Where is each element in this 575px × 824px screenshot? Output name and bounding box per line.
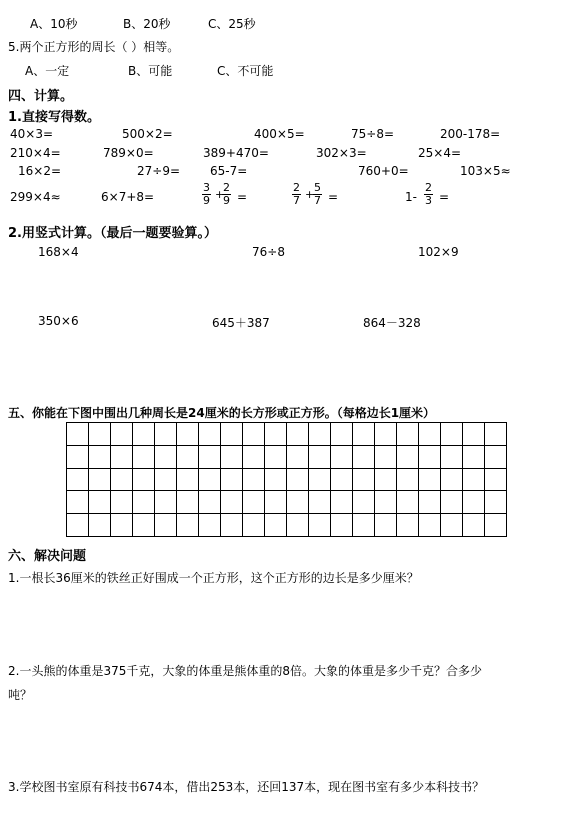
grid-cell	[199, 445, 221, 468]
grid-cell	[331, 445, 353, 468]
grid-cell	[133, 491, 155, 514]
fraction-5-7	[313, 182, 322, 207]
grid-cell	[221, 468, 243, 491]
grid-cell	[155, 423, 177, 446]
grid-cell	[221, 514, 243, 537]
grid-cell	[243, 491, 265, 514]
grid-cell	[331, 514, 353, 537]
grid-cell	[265, 514, 287, 537]
grid-cell	[309, 423, 331, 446]
fraction-2-3	[424, 182, 433, 207]
grid-cell	[309, 491, 331, 514]
vertical-calc-2: 76÷8	[252, 245, 285, 259]
grid-cell	[243, 445, 265, 468]
vertical-calc-3: 102×9	[418, 245, 459, 259]
calc-r1-c2: 500×2=	[122, 127, 173, 141]
fraction-numerator: 3	[203, 181, 210, 194]
q4-option-a: A、10秒	[30, 17, 78, 31]
equals-sign: =	[439, 190, 450, 204]
grid-row	[67, 468, 507, 491]
plus-sign: +	[305, 188, 315, 201]
grid-cell	[265, 445, 287, 468]
grid-cell	[375, 491, 397, 514]
grid-cell	[353, 423, 375, 446]
grid-cell	[485, 423, 507, 446]
grid-cell	[419, 491, 441, 514]
grid-cell	[353, 514, 375, 537]
problem-2-line1: 2.一头熊的体重是375千克，大象的体重是熊体重的8倍。大象的体重是多少千克？合多少	[8, 664, 482, 678]
grid-row	[67, 491, 507, 514]
grid-cell	[397, 491, 419, 514]
grid-cell	[177, 491, 199, 514]
grid-cell	[221, 491, 243, 514]
calc-r2-c4: 302×3=	[316, 146, 367, 160]
calc-r3-c5: 103×5≈	[460, 164, 511, 178]
grid-cell	[353, 491, 375, 514]
q5-option-b: B、可能	[128, 64, 173, 78]
grid-cell	[397, 445, 419, 468]
grid-cell	[287, 423, 309, 446]
equals-sign: =	[237, 190, 248, 204]
calc-r1-c4: 75÷8=	[351, 127, 395, 141]
problem-3: 3.学校图书室原有科技书674本，借出253本，还回137本，现在图书室有多少本科技书？	[8, 780, 485, 794]
grid-cell	[287, 445, 309, 468]
grid-cell	[155, 468, 177, 491]
grid-cell	[199, 468, 221, 491]
grid-cell	[441, 423, 463, 446]
fraction-2-9	[222, 182, 231, 207]
calc-r3-c1: 16×2=	[18, 164, 62, 178]
grid-cell	[133, 468, 155, 491]
vertical-calc-1: 168×4	[38, 245, 79, 259]
grid-cell	[265, 468, 287, 491]
section6-title: 六、解决问题	[8, 549, 87, 564]
calc-r1-c5: 200-178=	[440, 127, 501, 141]
calc-r4-c1: 299×4≈	[10, 190, 61, 204]
grid-cell	[133, 445, 155, 468]
grid-cell	[111, 468, 133, 491]
calc-r2-c5: 25×4=	[418, 146, 462, 160]
fraction-denominator: 9	[203, 194, 210, 207]
equals-sign: =	[328, 190, 339, 204]
grid-cell	[419, 423, 441, 446]
grid-cell	[463, 468, 485, 491]
grid-cell	[243, 514, 265, 537]
vertical-calc-4: 350×6	[38, 314, 79, 328]
grid-cell	[331, 491, 353, 514]
grid-cell	[155, 491, 177, 514]
grid-paper	[66, 422, 507, 537]
grid-cell	[155, 445, 177, 468]
grid-cell	[309, 468, 331, 491]
grid-cell	[243, 468, 265, 491]
fraction-2-7	[292, 182, 301, 207]
fraction-numerator: 5	[314, 181, 321, 194]
grid-cell	[89, 491, 111, 514]
fraction-denominator: 7	[293, 194, 300, 207]
grid-cell	[485, 514, 507, 537]
fraction-denominator: 3	[425, 194, 432, 207]
vertical-calc-5: 645＋387	[212, 316, 270, 330]
vertical-calc-6: 864－328	[363, 316, 421, 330]
grid-cell	[441, 468, 463, 491]
grid-cell	[89, 445, 111, 468]
grid-cell	[111, 423, 133, 446]
q4-option-c: C、25秒	[208, 17, 256, 31]
section4-part1-title: 1.直接写得数。	[8, 110, 100, 125]
grid-cell	[441, 445, 463, 468]
calc-r3-c3: 65-7=	[210, 164, 248, 178]
grid-cell	[199, 491, 221, 514]
fraction-3-9	[202, 182, 211, 207]
grid-cell	[441, 514, 463, 537]
grid-cell	[397, 423, 419, 446]
grid-cell	[67, 514, 89, 537]
grid-cell	[199, 514, 221, 537]
grid-row	[67, 514, 507, 537]
grid-cell	[463, 423, 485, 446]
grid-cell	[485, 491, 507, 514]
section4-part2-title: 2.用竖式计算。（最后一题要验算。）	[8, 226, 217, 241]
grid-cell	[419, 514, 441, 537]
grid-cell	[287, 514, 309, 537]
grid-cell	[111, 445, 133, 468]
grid-cell	[133, 423, 155, 446]
grid-cell	[67, 423, 89, 446]
grid-cell	[375, 514, 397, 537]
grid-cell	[331, 468, 353, 491]
grid-cell	[89, 514, 111, 537]
grid-cell	[309, 445, 331, 468]
grid-cell	[111, 491, 133, 514]
grid-cell	[67, 445, 89, 468]
grid-row	[67, 423, 507, 446]
calc-r1-c3: 400×5=	[254, 127, 305, 141]
grid-cell	[265, 491, 287, 514]
q4-option-b: B、20秒	[123, 17, 171, 31]
grid-cell	[463, 514, 485, 537]
fraction-denominator: 7	[314, 194, 321, 207]
calc-r3-c4: 760+0=	[358, 164, 409, 178]
grid-cell	[67, 468, 89, 491]
calc-r1-c1: 40×3=	[10, 127, 54, 141]
fraction-denominator: 9	[223, 194, 230, 207]
grid-cell	[177, 514, 199, 537]
grid-cell	[177, 468, 199, 491]
problem-2-line2: 吨？	[8, 688, 33, 702]
grid-cell	[199, 423, 221, 446]
grid-cell	[265, 423, 287, 446]
grid-cell	[463, 491, 485, 514]
calc-r3-c2: 27÷9=	[137, 164, 181, 178]
grid-cell	[177, 445, 199, 468]
grid-cell	[243, 423, 265, 446]
fraction-numerator: 2	[425, 181, 432, 194]
fraction-numerator: 2	[223, 181, 230, 194]
section5-title: 五、你能在下图中围出几种周长是24厘米的长方形或正方形。（每格边长1厘米）	[8, 406, 436, 420]
grid-cell	[133, 514, 155, 537]
calc-r2-c1: 210×4=	[10, 146, 61, 160]
grid-cell	[177, 423, 199, 446]
calc-r2-c3: 389+470=	[203, 146, 269, 160]
grid-cell	[287, 491, 309, 514]
grid-cell	[89, 468, 111, 491]
grid-cell	[463, 445, 485, 468]
calc-r4-c2: 6×7+8=	[101, 190, 155, 204]
q5-text: 5.两个正方形的周长（ ）相等。	[8, 40, 180, 54]
grid-cell	[287, 468, 309, 491]
grid-cell	[353, 445, 375, 468]
grid-cell	[221, 445, 243, 468]
grid-cell	[221, 423, 243, 446]
grid-cell	[375, 445, 397, 468]
grid-cell	[353, 468, 375, 491]
fraction-numerator: 2	[293, 181, 300, 194]
calc-r2-c2: 789×0=	[103, 146, 154, 160]
problem-1: 1.一根长36厘米的铁丝正好围成一个正方形，这个正方形的边长是多少厘米？	[8, 571, 419, 585]
section4-title: 四、计算。	[8, 89, 74, 104]
grid-cell	[111, 514, 133, 537]
q5-option-a: A、一定	[25, 64, 70, 78]
grid-cell	[375, 423, 397, 446]
grid-cell	[331, 423, 353, 446]
grid-cell	[309, 514, 331, 537]
grid-cell	[419, 468, 441, 491]
grid-cell	[155, 514, 177, 537]
plus-sign: +	[215, 188, 225, 201]
q5-option-c: C、不可能	[217, 64, 274, 78]
grid-cell	[89, 423, 111, 446]
grid-cell	[397, 468, 419, 491]
grid-cell	[375, 468, 397, 491]
grid-cell	[485, 445, 507, 468]
grid-cell	[397, 514, 419, 537]
grid-cell	[441, 491, 463, 514]
grid-row	[67, 445, 507, 468]
grid-cell	[485, 468, 507, 491]
grid-cell	[67, 491, 89, 514]
one-minus: 1-	[405, 190, 417, 204]
grid-cell	[419, 445, 441, 468]
